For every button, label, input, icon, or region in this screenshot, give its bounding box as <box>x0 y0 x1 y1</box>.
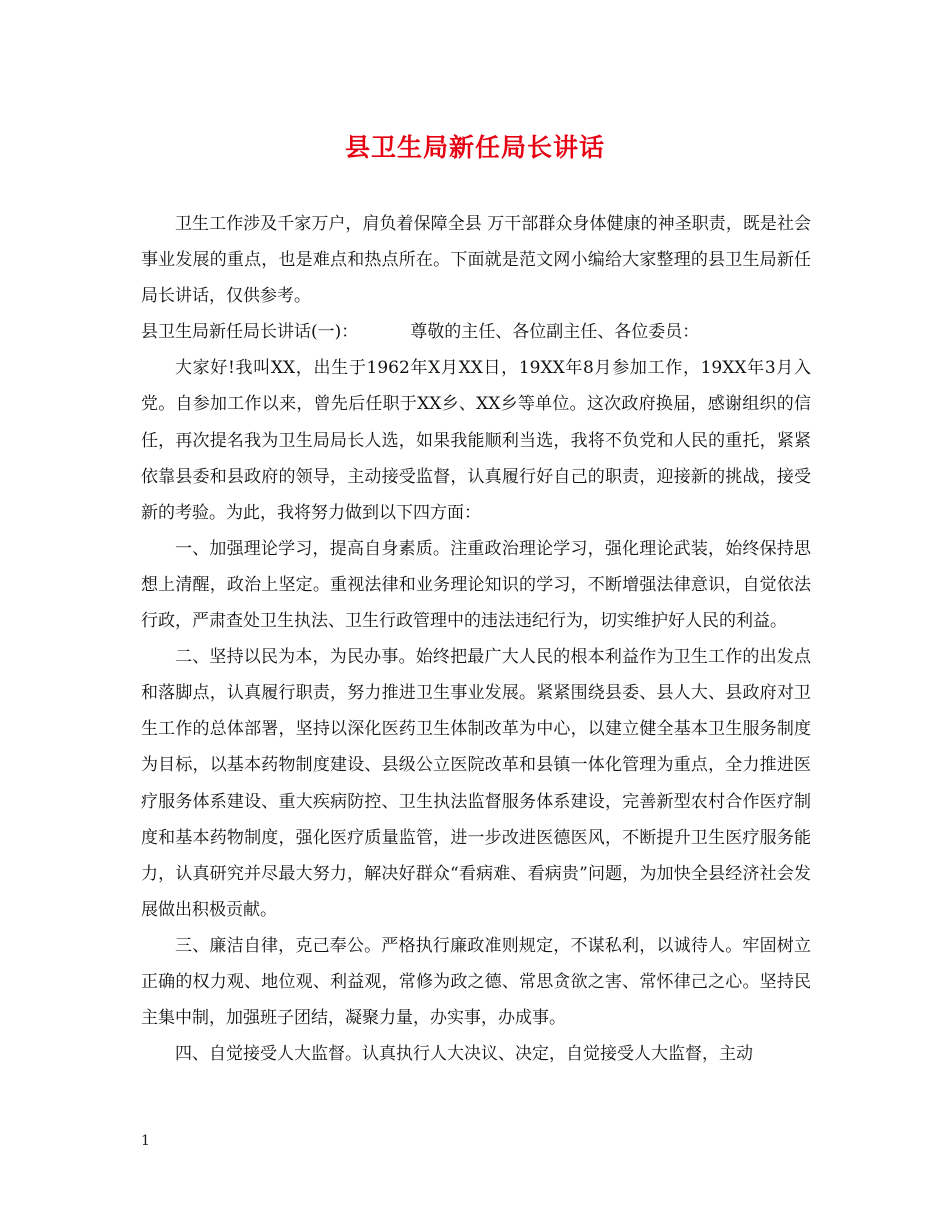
paragraph-point-three: 三、廉洁自律，克己奉公。严格执行廉政准则规定，不谋私利，以诚待人。牢固树立正确的权力观、地位观、利益观，常修为政之德、常思贪欲之害、常怀律己之心。坚持民主集中制，加强班子团结，凝聚力量，办实事，办成事。 <box>141 935 811 1029</box>
paragraph-introduction: 大家好!我叫XX，出生于1962年X月XX日，19XX年8月参加工作，19XX年3月入党。自参加工作以来，曾先后任职于XX乡、XX乡等单位。这次政府换届，感谢组织的信任，再次提名我为卫生局局长人选，如果我能顺利当选，我将不负党和人民的重托，紧紧依靠县委和县政府的领导，主动接受监督，认真履行好自己的职责，迎接新的挑战，接受新的考验。为此，我将努力做到以下四方面： <box>141 358 811 523</box>
paragraph-point-two: 二、坚持以民为本，为民办事。始终把最广大人民的根本利益作为卫生工作的出发点和落脚点，认真履行职责，努力推进卫生事业发展。紧紧围绕县委、县人大、县政府对卫生工作的总体部署，坚持以深化医药卫生体制改革为中心，以建立健全基本卫生服务制度为目标，以基本药物制度建设、县级公立医院改革和县镇一体化管理为重点，全力推进医疗服务体系建设、重大疾病防控、卫生执法监督服务体系建设，完善新型农村合作医疗制度和基本药物制度，强化医疗质量监管，进一步改进医德医风，不断提升卫生医疗服务能力，认真研究并尽最大努力，解决好群众“看病难、看病贵”问题，为加快全县经济社会发展做出积极贡献。 <box>141 647 811 920</box>
paragraph-point-four: 四、自觉接受人大监督。认真执行人大决议、决定，自觉接受人大监督，主动 <box>175 1044 753 1065</box>
intro-paragraph: 卫生工作涉及千家万户，肩负着保障全县 万干部群众身体健康的神圣职责，既是社会事业发展的重点，也是难点和热点所在。下面就是范文网小编给大家整理的县卫生局新任局长讲话，仅供参考。 <box>141 214 811 307</box>
salutation: 尊敬的主任、各位副主任、各位委员： <box>410 322 700 343</box>
document-body <box>141 206 811 1072</box>
section-heading-line <box>141 314 811 350</box>
page-number: 1 <box>141 1133 150 1149</box>
document-title: 县卫生局新任局长讲话 <box>344 133 605 162</box>
section-heading: 县卫生局新任局长讲话(一)： <box>141 322 359 343</box>
paragraph-point-one: 一、加强理论学习，提高自身素质。注重政治理论学习，强化理论武装，始终保持思想上清醒，政治上坚定。重视法律和业务理论知识的学习，不断增强法律意识，自觉依法行政，严肃查处卫生执法、卫生行政管理中的违法违纪行为，切实维护好人民的利益。 <box>141 538 811 632</box>
